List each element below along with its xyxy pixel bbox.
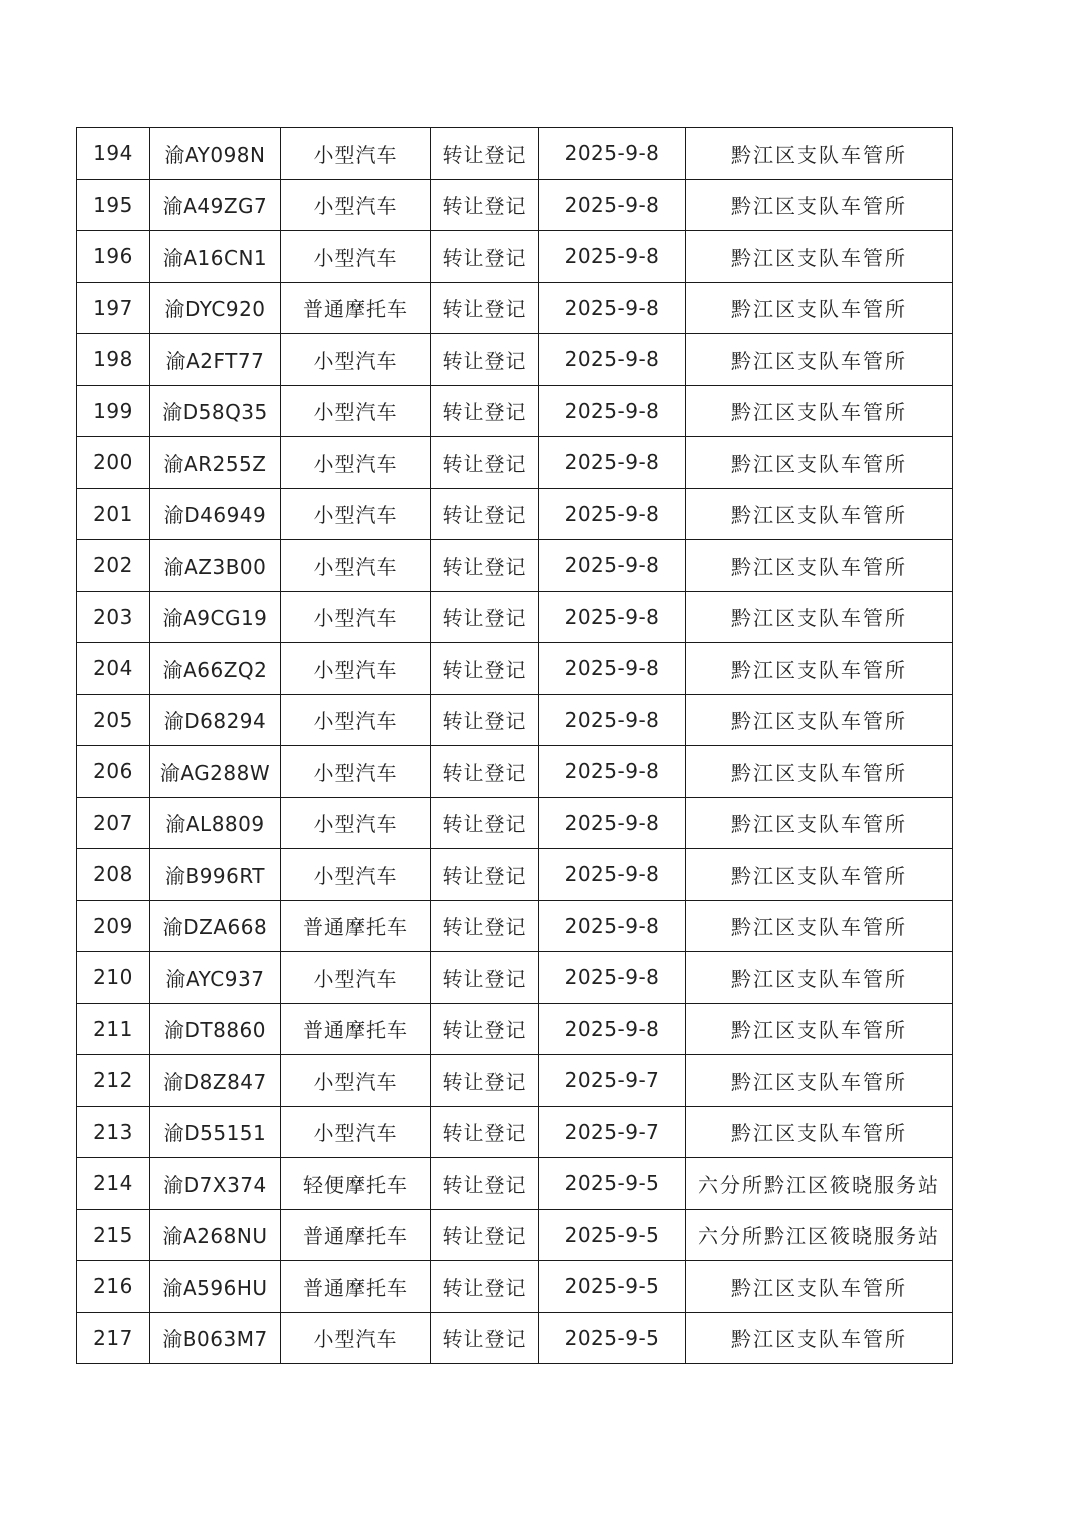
row-number-cell: 197 (77, 282, 150, 334)
vehicle-type-cell: 普通摩托车 (281, 1261, 431, 1313)
office-cell: 黔江区支队车管所 (686, 643, 953, 695)
office-cell: 黔江区支队车管所 (686, 900, 953, 952)
vehicle-type-cell: 小型汽车 (281, 334, 431, 386)
office-cell: 黔江区支队车管所 (686, 1003, 953, 1055)
plate-number-cell: 渝AZ3B00 (150, 540, 281, 592)
table-body (77, 128, 953, 1364)
row-number-cell: 210 (77, 952, 150, 1004)
row-number-cell: 205 (77, 694, 150, 746)
vehicle-type-cell: 小型汽车 (281, 797, 431, 849)
row-number-cell: 195 (77, 179, 150, 231)
plate-number-cell: 渝AG288W (150, 746, 281, 798)
date-cell: 2025-9-8 (539, 900, 686, 952)
date-cell: 2025-9-5 (539, 1158, 686, 1210)
date-cell: 2025-9-8 (539, 385, 686, 437)
table-row (77, 128, 953, 180)
office-cell: 黔江区支队车管所 (686, 334, 953, 386)
vehicle-type-cell: 小型汽车 (281, 128, 431, 180)
business-type-cell: 转让登记 (431, 900, 539, 952)
vehicle-type-cell: 普通摩托车 (281, 1003, 431, 1055)
date-cell: 2025-9-8 (539, 231, 686, 283)
plate-number-cell: 渝AY098N (150, 128, 281, 180)
business-type-cell: 转让登记 (431, 231, 539, 283)
business-type-cell: 转让登记 (431, 1003, 539, 1055)
business-type-cell: 转让登记 (431, 694, 539, 746)
row-number-cell: 194 (77, 128, 150, 180)
vehicle-type-cell: 小型汽车 (281, 1106, 431, 1158)
office-cell: 黔江区支队车管所 (686, 437, 953, 489)
date-cell: 2025-9-8 (539, 179, 686, 231)
plate-number-cell: 渝D46949 (150, 488, 281, 540)
plate-number-cell: 渝A9CG19 (150, 591, 281, 643)
row-number-cell: 212 (77, 1055, 150, 1107)
business-type-cell: 转让登记 (431, 746, 539, 798)
table-row (77, 1209, 953, 1261)
table-row (77, 488, 953, 540)
table-row (77, 1312, 953, 1364)
row-number-cell: 203 (77, 591, 150, 643)
vehicle-type-cell: 小型汽车 (281, 385, 431, 437)
plate-number-cell: 渝A596HU (150, 1261, 281, 1313)
vehicle-type-cell: 小型汽车 (281, 1055, 431, 1107)
office-cell: 六分所黔江区筱晓服务站 (686, 1209, 953, 1261)
business-type-cell: 转让登记 (431, 1261, 539, 1313)
office-cell: 黔江区支队车管所 (686, 1106, 953, 1158)
date-cell: 2025-9-8 (539, 797, 686, 849)
vehicle-type-cell: 小型汽车 (281, 1312, 431, 1364)
row-number-cell: 217 (77, 1312, 150, 1364)
table-row (77, 540, 953, 592)
date-cell: 2025-9-5 (539, 1261, 686, 1313)
plate-number-cell: 渝A2FT77 (150, 334, 281, 386)
vehicle-type-cell: 小型汽车 (281, 437, 431, 489)
plate-number-cell: 渝AYC937 (150, 952, 281, 1004)
office-cell: 黔江区支队车管所 (686, 282, 953, 334)
table-row (77, 952, 953, 1004)
vehicle-type-cell: 普通摩托车 (281, 900, 431, 952)
plate-number-cell: 渝AR255Z (150, 437, 281, 489)
date-cell: 2025-9-8 (539, 540, 686, 592)
table-row (77, 282, 953, 334)
date-cell: 2025-9-8 (539, 952, 686, 1004)
row-number-cell: 200 (77, 437, 150, 489)
date-cell: 2025-9-8 (539, 746, 686, 798)
row-number-cell: 214 (77, 1158, 150, 1210)
business-type-cell: 转让登记 (431, 1055, 539, 1107)
business-type-cell: 转让登记 (431, 540, 539, 592)
vehicle-type-cell: 小型汽车 (281, 488, 431, 540)
row-number-cell: 207 (77, 797, 150, 849)
vehicle-registration-table (76, 127, 953, 1364)
date-cell: 2025-9-8 (539, 334, 686, 386)
row-number-cell: 211 (77, 1003, 150, 1055)
plate-number-cell: 渝DZA668 (150, 900, 281, 952)
row-number-cell: 215 (77, 1209, 150, 1261)
table-row (77, 746, 953, 798)
business-type-cell: 转让登记 (431, 591, 539, 643)
office-cell: 黔江区支队车管所 (686, 128, 953, 180)
plate-number-cell: 渝D58Q35 (150, 385, 281, 437)
office-cell: 黔江区支队车管所 (686, 591, 953, 643)
date-cell: 2025-9-8 (539, 282, 686, 334)
office-cell: 黔江区支队车管所 (686, 231, 953, 283)
row-number-cell: 196 (77, 231, 150, 283)
office-cell: 黔江区支队车管所 (686, 746, 953, 798)
table-row (77, 849, 953, 901)
table-row (77, 1003, 953, 1055)
vehicle-type-cell: 小型汽车 (281, 643, 431, 695)
table-row (77, 334, 953, 386)
table-row (77, 437, 953, 489)
vehicle-type-cell: 小型汽车 (281, 540, 431, 592)
business-type-cell: 转让登记 (431, 334, 539, 386)
row-number-cell: 198 (77, 334, 150, 386)
office-cell: 黔江区支队车管所 (686, 1312, 953, 1364)
plate-number-cell: 渝DYC920 (150, 282, 281, 334)
vehicle-type-cell: 小型汽车 (281, 849, 431, 901)
office-cell: 黔江区支队车管所 (686, 540, 953, 592)
date-cell: 2025-9-8 (539, 694, 686, 746)
business-type-cell: 转让登记 (431, 797, 539, 849)
date-cell: 2025-9-8 (539, 643, 686, 695)
table-row (77, 797, 953, 849)
date-cell: 2025-9-8 (539, 849, 686, 901)
table-row (77, 591, 953, 643)
plate-number-cell: 渝A16CN1 (150, 231, 281, 283)
business-type-cell: 转让登记 (431, 179, 539, 231)
row-number-cell: 199 (77, 385, 150, 437)
business-type-cell: 转让登记 (431, 282, 539, 334)
date-cell: 2025-9-8 (539, 128, 686, 180)
date-cell: 2025-9-5 (539, 1312, 686, 1364)
vehicle-type-cell: 轻便摩托车 (281, 1158, 431, 1210)
table-row (77, 1106, 953, 1158)
office-cell: 六分所黔江区筱晓服务站 (686, 1158, 953, 1210)
business-type-cell: 转让登记 (431, 643, 539, 695)
plate-number-cell: 渝AL8809 (150, 797, 281, 849)
business-type-cell: 转让登记 (431, 128, 539, 180)
office-cell: 黔江区支队车管所 (686, 849, 953, 901)
row-number-cell: 206 (77, 746, 150, 798)
office-cell: 黔江区支队车管所 (686, 694, 953, 746)
business-type-cell: 转让登记 (431, 385, 539, 437)
office-cell: 黔江区支队车管所 (686, 797, 953, 849)
plate-number-cell: 渝D8Z847 (150, 1055, 281, 1107)
business-type-cell: 转让登记 (431, 952, 539, 1004)
plate-number-cell: 渝A49ZG7 (150, 179, 281, 231)
vehicle-type-cell: 小型汽车 (281, 952, 431, 1004)
table-row (77, 1158, 953, 1210)
business-type-cell: 转让登记 (431, 1158, 539, 1210)
row-number-cell: 202 (77, 540, 150, 592)
office-cell: 黔江区支队车管所 (686, 488, 953, 540)
table-row (77, 231, 953, 283)
row-number-cell: 204 (77, 643, 150, 695)
office-cell: 黔江区支队车管所 (686, 385, 953, 437)
office-cell: 黔江区支队车管所 (686, 952, 953, 1004)
office-cell: 黔江区支队车管所 (686, 1261, 953, 1313)
vehicle-type-cell: 小型汽车 (281, 179, 431, 231)
table-row (77, 900, 953, 952)
business-type-cell: 转让登记 (431, 849, 539, 901)
office-cell: 黔江区支队车管所 (686, 1055, 953, 1107)
business-type-cell: 转让登记 (431, 1209, 539, 1261)
plate-number-cell: 渝B063M7 (150, 1312, 281, 1364)
plate-number-cell: 渝DT8860 (150, 1003, 281, 1055)
row-number-cell: 201 (77, 488, 150, 540)
plate-number-cell: 渝D68294 (150, 694, 281, 746)
table-row (77, 179, 953, 231)
date-cell: 2025-9-8 (539, 591, 686, 643)
vehicle-type-cell: 普通摩托车 (281, 282, 431, 334)
row-number-cell: 209 (77, 900, 150, 952)
date-cell: 2025-9-7 (539, 1106, 686, 1158)
date-cell: 2025-9-5 (539, 1209, 686, 1261)
row-number-cell: 208 (77, 849, 150, 901)
vehicle-type-cell: 小型汽车 (281, 231, 431, 283)
plate-number-cell: 渝A268NU (150, 1209, 281, 1261)
table-row (77, 1261, 953, 1313)
plate-number-cell: 渝A66ZQ2 (150, 643, 281, 695)
table-row (77, 643, 953, 695)
business-type-cell: 转让登记 (431, 488, 539, 540)
date-cell: 2025-9-7 (539, 1055, 686, 1107)
office-cell: 黔江区支队车管所 (686, 179, 953, 231)
plate-number-cell: 渝D7X374 (150, 1158, 281, 1210)
plate-number-cell: 渝B996RT (150, 849, 281, 901)
vehicle-type-cell: 小型汽车 (281, 694, 431, 746)
row-number-cell: 216 (77, 1261, 150, 1313)
table-row (77, 385, 953, 437)
date-cell: 2025-9-8 (539, 1003, 686, 1055)
table-row (77, 1055, 953, 1107)
date-cell: 2025-9-8 (539, 437, 686, 489)
business-type-cell: 转让登记 (431, 1312, 539, 1364)
vehicle-type-cell: 普通摩托车 (281, 1209, 431, 1261)
row-number-cell: 213 (77, 1106, 150, 1158)
plate-number-cell: 渝D55151 (150, 1106, 281, 1158)
date-cell: 2025-9-8 (539, 488, 686, 540)
table-row (77, 694, 953, 746)
vehicle-type-cell: 小型汽车 (281, 591, 431, 643)
vehicle-type-cell: 小型汽车 (281, 746, 431, 798)
business-type-cell: 转让登记 (431, 437, 539, 489)
business-type-cell: 转让登记 (431, 1106, 539, 1158)
